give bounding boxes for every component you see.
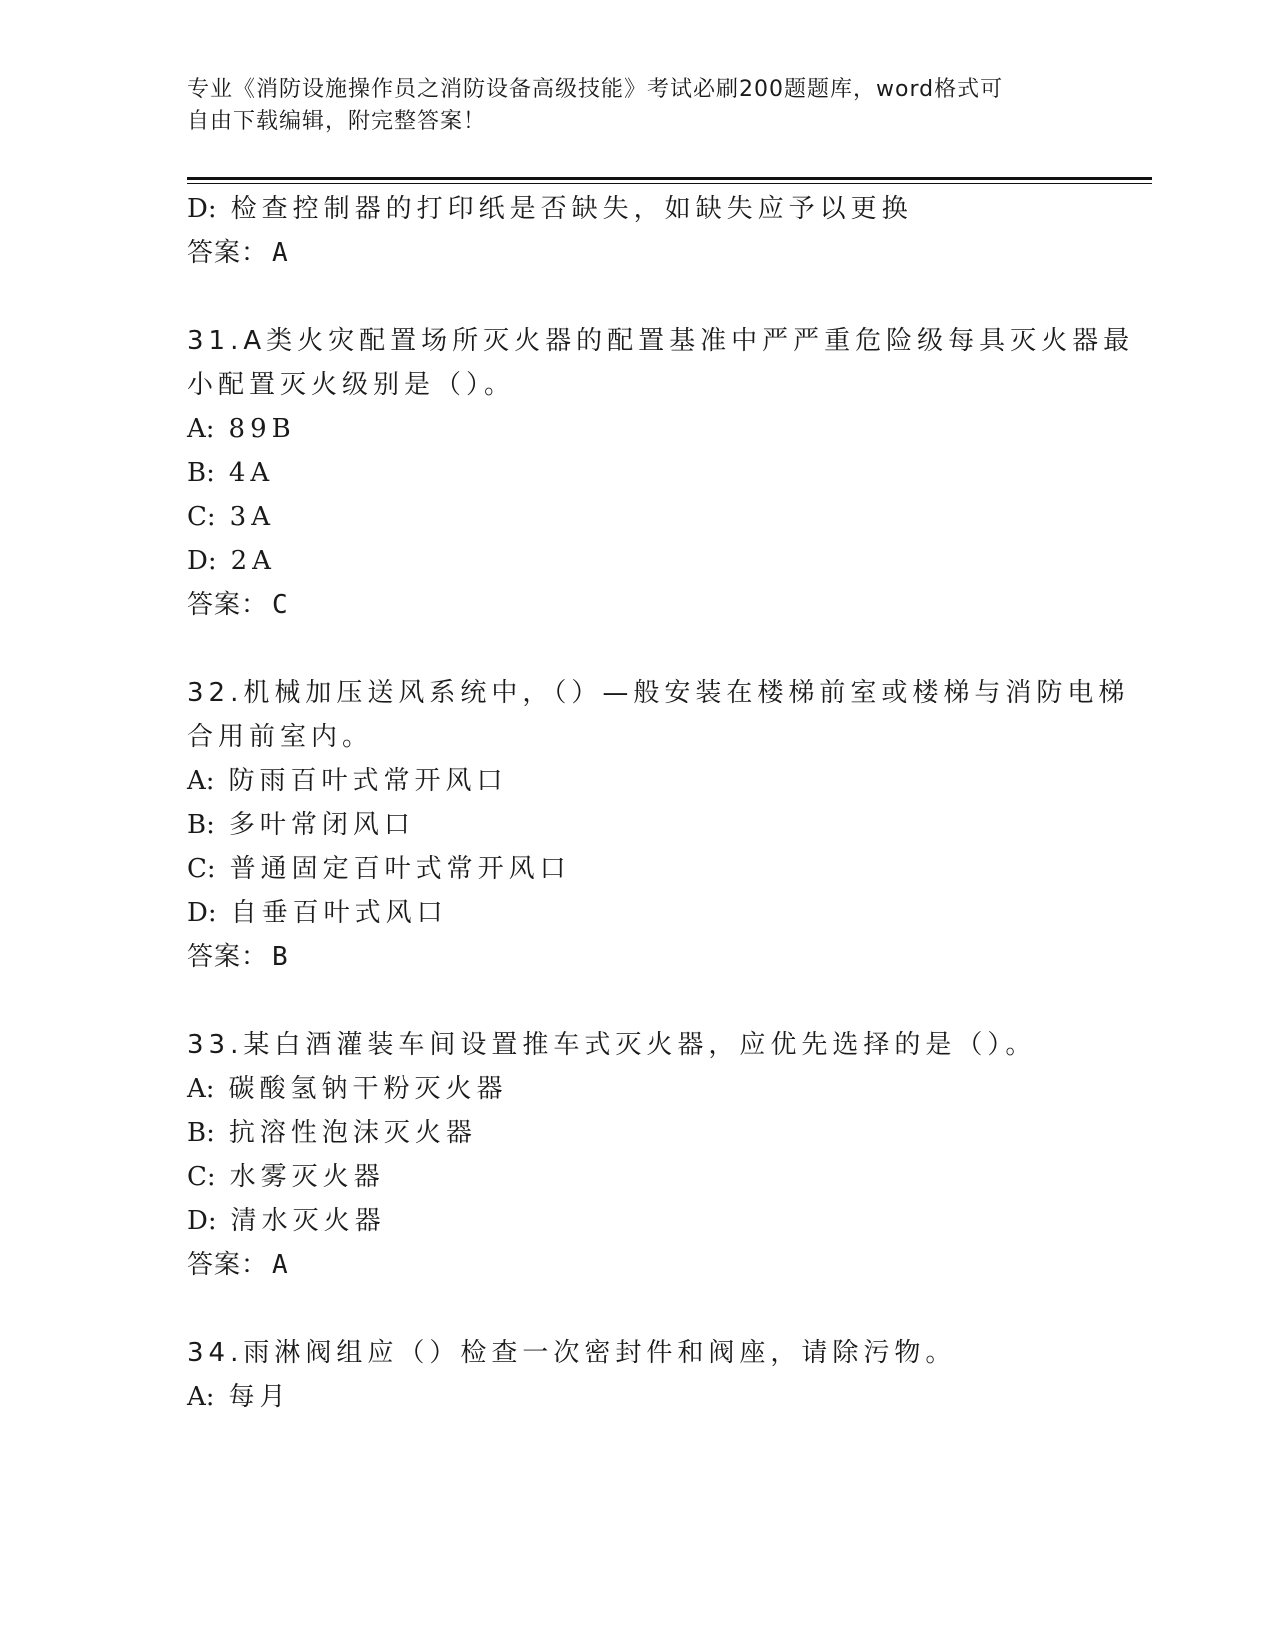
q32-option-d — [187, 896, 448, 930]
q32-stem-line-2: 合用前室内。 — [187, 722, 374, 752]
header-divider-thin — [187, 183, 1152, 184]
prev-option-d — [187, 192, 913, 226]
answer-value: A — [272, 1250, 289, 1280]
q33-option-a — [187, 1072, 508, 1106]
q32-stem-line-1: 32.机械加压送风系统中，（）—般安装在楼梯前室或楼梯与消防电梯 — [187, 678, 1130, 708]
prev-answer — [187, 236, 289, 270]
answer-label: 答案： — [187, 590, 269, 620]
option-text: 清水灭火器 — [230, 1206, 386, 1236]
option-text: 水雾灭火器 — [229, 1162, 385, 1192]
q31-option-d — [187, 544, 276, 578]
answer-label: 答案： — [187, 942, 269, 972]
header-divider-thick — [187, 177, 1152, 180]
option-label: A: — [187, 414, 215, 444]
q32-option-b — [187, 808, 415, 842]
option-label: D: — [187, 546, 217, 576]
option-text: 普通固定百叶式常开风口 — [229, 854, 571, 884]
q32-option-a — [187, 764, 508, 798]
option-label: A: — [187, 1382, 215, 1412]
option-label: C: — [187, 502, 216, 532]
q31-option-c — [187, 500, 275, 534]
option-text: 抗溶性泡沫灭火器 — [228, 1118, 477, 1148]
option-label: D: — [187, 1206, 217, 1236]
option-text: 自垂百叶式风口 — [230, 898, 448, 928]
q31-stem-line-1: 31.A类火灾配置场所灭火器的配置基准中严严重危险级每具灭火器最 — [187, 326, 1135, 356]
q32-answer — [187, 940, 289, 974]
option-text: 2A — [230, 546, 276, 576]
option-text: 多叶常闭风口 — [228, 810, 415, 840]
option-label: C: — [187, 854, 216, 884]
option-text: 每月 — [228, 1382, 291, 1412]
q33-option-b — [187, 1116, 477, 1150]
header-line-1: 专业《消防设施操作员之消防设备高级技能》考试必刷200题题库，word格式可 — [187, 77, 1004, 102]
option-text: 89B — [228, 414, 296, 444]
option-label: A: — [187, 766, 215, 796]
q33-option-c — [187, 1160, 385, 1194]
option-label: B: — [187, 1118, 215, 1148]
answer-label: 答案： — [187, 238, 269, 268]
q31-stem-line-2: 小配置灭火级别是（）。 — [187, 370, 516, 400]
answer-label: 答案： — [187, 1250, 269, 1280]
option-label: D: — [187, 898, 217, 928]
option-text: 防雨百叶式常开风口 — [228, 766, 508, 796]
q33-stem-line-1: 33.某白酒灌装车间设置推车式灭火器，应优先选择的是（）。 — [187, 1030, 1037, 1060]
option-text: 检查控制器的打印纸是否缺失，如缺失应予以更换 — [230, 194, 913, 224]
q33-answer — [187, 1248, 289, 1282]
q33-option-d — [187, 1204, 386, 1238]
option-label: C: — [187, 1162, 216, 1192]
option-text: 3A — [229, 502, 275, 532]
option-label: B: — [187, 810, 215, 840]
option-label: A: — [187, 1074, 215, 1104]
header-line-2: 自由下载编辑，附完整答案！ — [187, 109, 487, 134]
q34-stem-line-1: 34.雨淋阀组应（）检查一次密封件和阀座，请除污物。 — [187, 1338, 957, 1368]
q31-option-a — [187, 412, 296, 446]
q31-answer — [187, 588, 289, 622]
option-label: B: — [187, 458, 215, 488]
q32-option-c — [187, 852, 571, 886]
option-label: D: — [187, 194, 217, 224]
answer-value: A — [272, 238, 289, 268]
option-text: 碳酸氢钠干粉灭火器 — [228, 1074, 508, 1104]
q31-option-b — [187, 456, 274, 490]
q34-option-a — [187, 1380, 291, 1414]
answer-value: C — [272, 590, 289, 620]
document-header — [187, 74, 1067, 138]
option-text: 4A — [228, 458, 275, 488]
answer-value: B — [272, 942, 289, 972]
